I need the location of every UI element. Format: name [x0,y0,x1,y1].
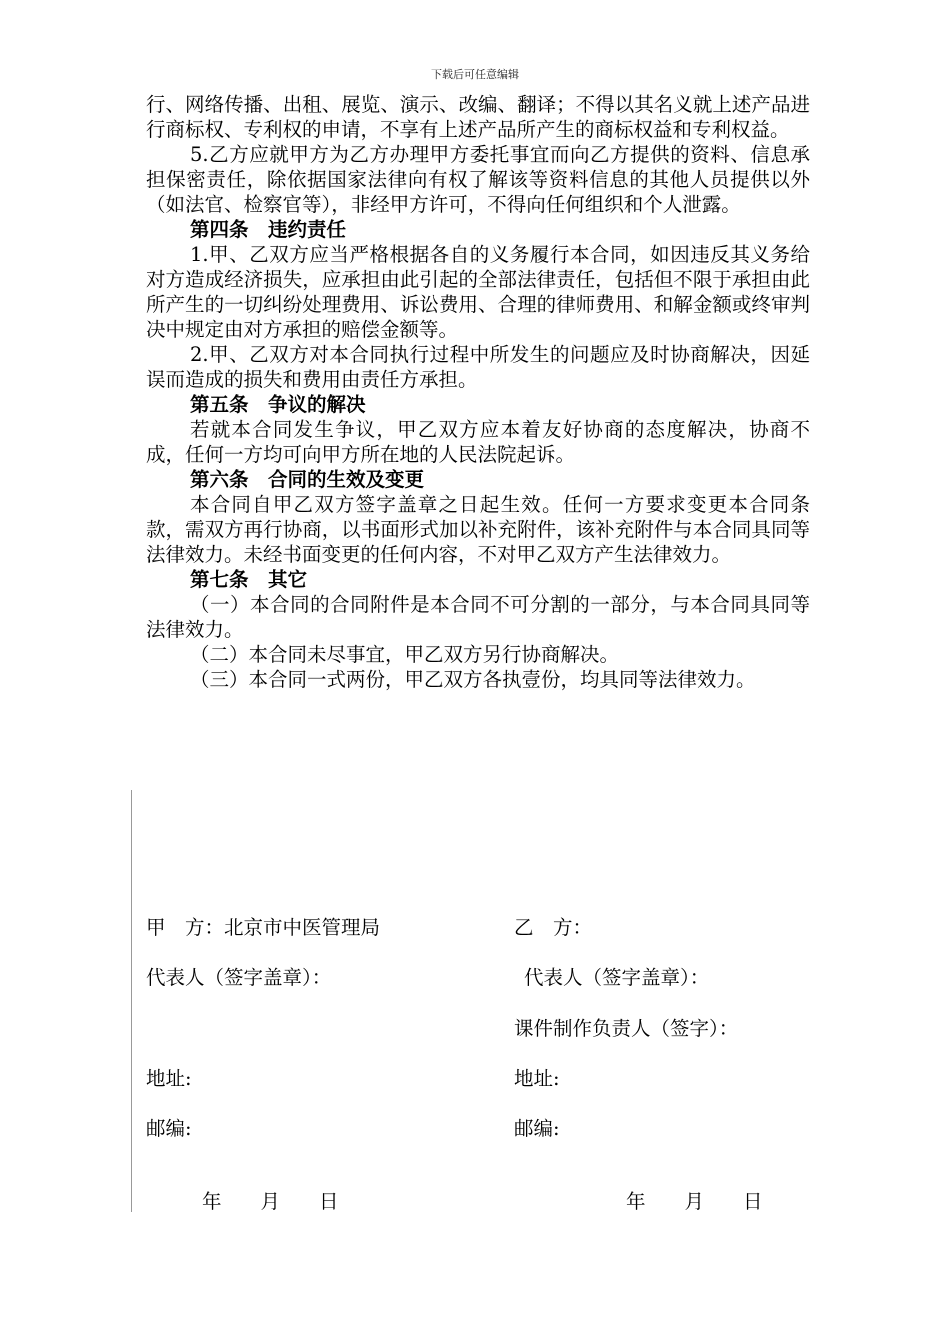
party-b-postcode: 邮编: [514,1117,560,1140]
paragraph-breach-liability-1: 1.甲、乙双方应当严格根据各自的义务履行本合同，如因违反其义务给对方造成经济损失，应承担由此引起的全部法律责任，包括但不限于承担由此所产生的一切纠纷处理费用、诉讼费用、合理的律师费用、和解金额或终审判决中规定由对方承担的赔偿金额等。 [146,243,810,341]
party-b-address: 地址: [514,1067,560,1090]
paragraph-other-1: （一）本合同的合同附件是本合同不可分割的一部分，与本合同具同等法律效力。 [146,593,810,641]
party-a-date: 年 月 日 [202,1190,339,1213]
paragraph-effectiveness: 本合同自甲乙双方签字盖章之日起生效。任何一方要求变更本合同条款，需双方再行协商，以书面形式加以补充附件，该补充附件与本合同具同等法律效力。未经书面变更的任何内容，不对甲乙双方产生法律效力。 [146,493,810,566]
paragraph-other-2: （二）本合同未尽事宜，甲乙双方另行协商解决。 [190,643,620,666]
heading-article-5: 第五条 争议的解决 [190,393,366,416]
party-a-address: 地址: [146,1067,192,1090]
party-b-date: 年 月 日 [626,1190,763,1213]
margin-rule-line [131,790,132,1212]
party-b-representative: 代表人（签字盖章）： [524,966,710,989]
heading-article-7: 第七条 其它 [190,568,308,591]
page-header-note: 下载后可任意编辑 [431,68,519,81]
courseware-lead-signature: 课件制作负责人（签字）： [514,1017,739,1040]
party-a-representative: 代表人（签字盖章）： [146,966,332,989]
paragraph-breach-liability-2: 2.甲、乙双方对本合同执行过程中所发生的问题应及时协商解决，因延误而造成的损失和费用由责任方承担。 [146,343,810,391]
heading-article-4: 第四条 违约责任 [190,218,347,241]
party-a-postcode: 邮编: [146,1117,192,1140]
paragraph-dispute-resolution: 若就本合同发生争议，甲乙双方应本着友好协商的态度解决，协商不成，任何一方均可向甲方所在地的人民法院起诉。 [146,418,810,466]
party-b-name: 乙 方： [514,916,593,939]
paragraph-usage-restrictions: 行、网络传播、出租、展览、演示、改编、翻译；不得以其名义就上述产品进行商标权、专利权的申请，不享有上述产品所产生的商标权益和专利权益。 [146,93,810,141]
paragraph-confidentiality: 5.乙方应就甲方为乙方办理甲方委托事宜而向乙方提供的资料、信息承担保密责任，除依据国家法律向有权了解该等资料信息的其他人员提供以外（如法官、检察官等），非经甲方许可，不得向任何组织和个人泄露。 [146,143,810,216]
paragraph-other-3: （三）本合同一式两份，甲乙双方各执壹份，均具同等法律效力。 [190,668,756,691]
party-a-name: 甲 方：北京市中医管理局 [146,916,381,939]
contract-body [146,92,810,692]
heading-article-6: 第六条 合同的生效及变更 [190,468,425,491]
